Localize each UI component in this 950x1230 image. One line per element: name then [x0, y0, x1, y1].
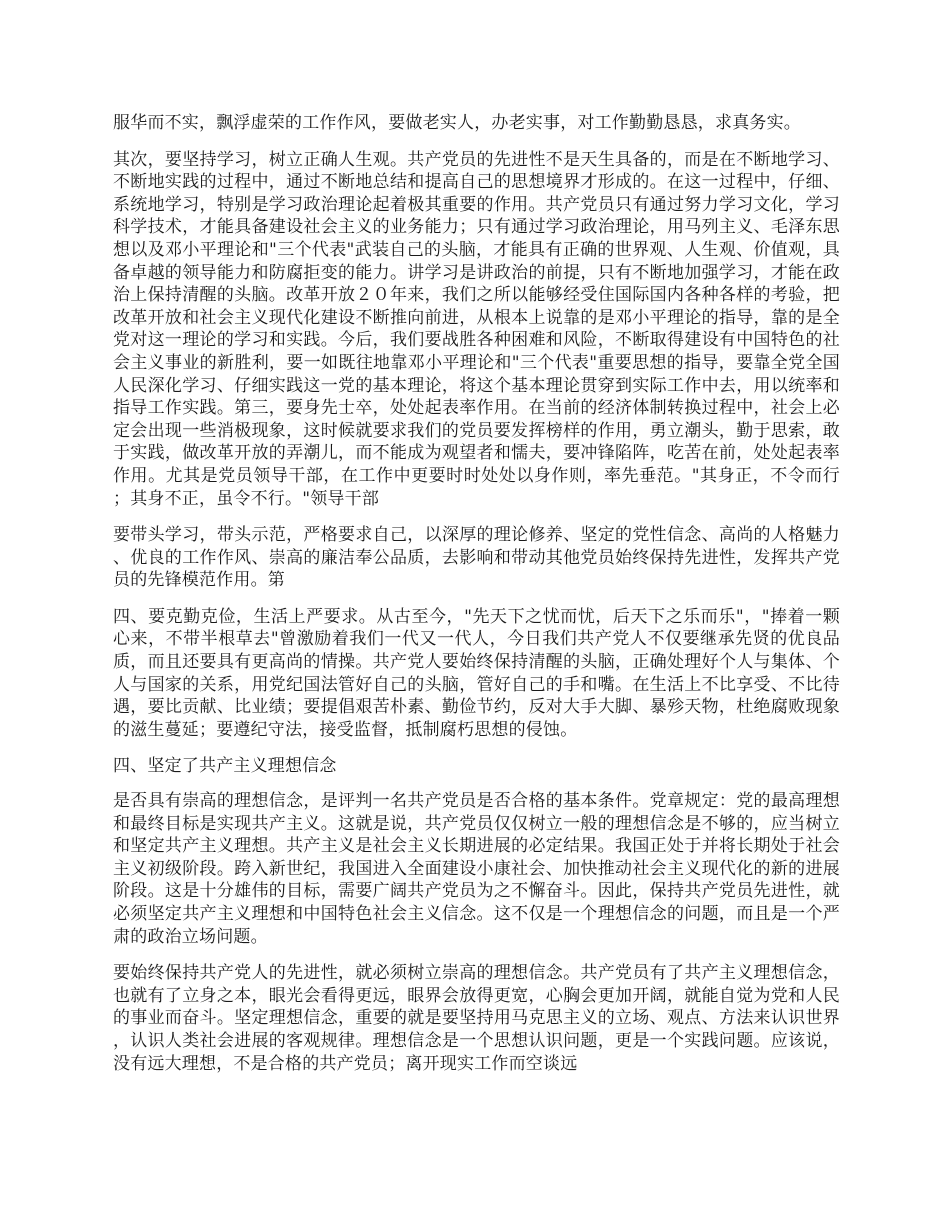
paragraph-leadership: 要带头学习，带头示范，严格要求自己，以深厚的理论修养、坚定的党性信念、高尚的人格魅力、优良的工作作风、崇高的廉洁奉公品质，去影响和带动其他党员始终保持先进性，发挥共产党员的先锋模范作用。第	[113, 525, 840, 591]
paragraph-continuation: 服华而不实，飘浮虚荣的工作作风，要做老实人，办老实事，对工作勤勤恳恳，求真务实。	[113, 113, 801, 133]
document-page	[113, 112, 840, 1089]
paragraph-study: 其次，要坚持学习，树立正确人生观。共产党员的先进性不是天生具备的，而是在不断地学习、不断地实践的过程中，通过不断地总结和提高自己的思想境界才形成的。在这一过程中，仔细、系统地学习，特别是学习政治理论起着极其重要的作用。共产党员只有通过努力学习文化，学习科学技术，才能具备建设社会主义的业务能力；只有通过学习政治理论，用马列主义、毛泽东思想以及邓小平理论和"三个代表"武装自己的头脑，才能具有正确的世界观、人生观、价值观，具备卓越的领导能力和防腐拒变的能力。讲学习是讲政治的前提，只有不断地加强学习，才能在政治上保持清醒的头脑。改革开放２０年来，我们之所以能够经受住国际国内各种各样的考验，把改革开放和社会主义现代化建设不断推向前进，从根本上说靠的是邓小平理论的指导，靠的是全党对这一理论的学习和实践。今后，我们要战胜各种困难和风险，不断取得建设有中国特色的社会主义事业的新胜利，要一如既往地靠邓小平理论和"三个代表"重要思想的指导，要靠全党全国人民深化学习、仔细实践这一党的基本理论，将这个基本理论贯穿到实际工作中去，用以统率和指导工作实践。第三，要身先士卒，处处起表率作用。在当前的经济体制转换过程中，社会上必定会出现一些消极现象，这时候就要求我们的党员要发挥榜样的作用，勇立潮头，勤于思索，敢于实践，做改革开放的弄潮儿，而不能成为观望者和懦夫，要冲锋陷阵，吃苦在前，处处起表率作用。尤其是党员领导干部，在工作中更要时时处处以身作则，率先垂范。"其身正，不令而行；其身不正，虽令不行。"领导干部	[113, 149, 840, 509]
paragraph-advancement: 要始终保持共产党人的先进性，就必须树立崇高的理想信念。共产党员有了共产主义理想信念，也就有了立身之本，眼光会看得更远，眼界会放得更宽，心胸会更加开阔，就能自觉为党和人民的事业而奋斗。坚定理想信念，重要的就是要坚持用马克思主义的立场、观点、方法来认识世界，认识人类社会进展的客观规律。理想信念是一个思想认识问题，更是一个实践问题。应该说，没有远大理想，不是合格的共产党员；离开现实工作而空谈远	[113, 963, 840, 1074]
paragraph-frugality: 四、要克勤克俭，生活上严要求。从古至今，"先天下之忧而忧，后天下之乐而乐"，"捧着一颗心来，不带半根草去"曾激励着我们一代又一代人，今日我们共产党人不仅要继承先贤的优良品质，而且还要具有更高尚的情操。共产党人要始终保持清醒的头脑，正确处理好个人与集体、个人与国家的关系，用党纪国法管好自己的头脑，管好自己的手和嘴。在生活上不比享受、不比待遇，要比贡献、比业绩；要提倡艰苦朴素、勤俭节约，反对大手大脚、暴殄天物，杜绝腐败现象的滋生蔓延；要遵纪守法，接受监督，抵制腐朽思想的侵蚀。	[113, 606, 840, 740]
paragraph-ideals: 是否具有崇高的理想信念，是评判一名共产党员是否合格的基本条件。党章规定：党的最高理想和最终目标是实现共产主义。这就是说，共产党员仅仅树立一般的理想信念是不够的，应当树立和坚定共产主义理想。共产主义是社会主义长期进展的必定结果。我国正处于并将长期处于社会主义初级阶段。跨入新世纪，我国进入全面建设小康社会、加快推动社会主义现代化的新的进展阶段。这是十分雄伟的目标，需要广阔共产党员为之不懈奋斗。因此，保持共产党员先进性，就必须坚定共产主义理想和中国特色社会主义信念。这不仅是一个理想信念的问题，而且是一个严肃的政治立场问题。	[113, 791, 840, 947]
section-heading: 四、坚定了共产主义理想信念	[113, 756, 337, 777]
